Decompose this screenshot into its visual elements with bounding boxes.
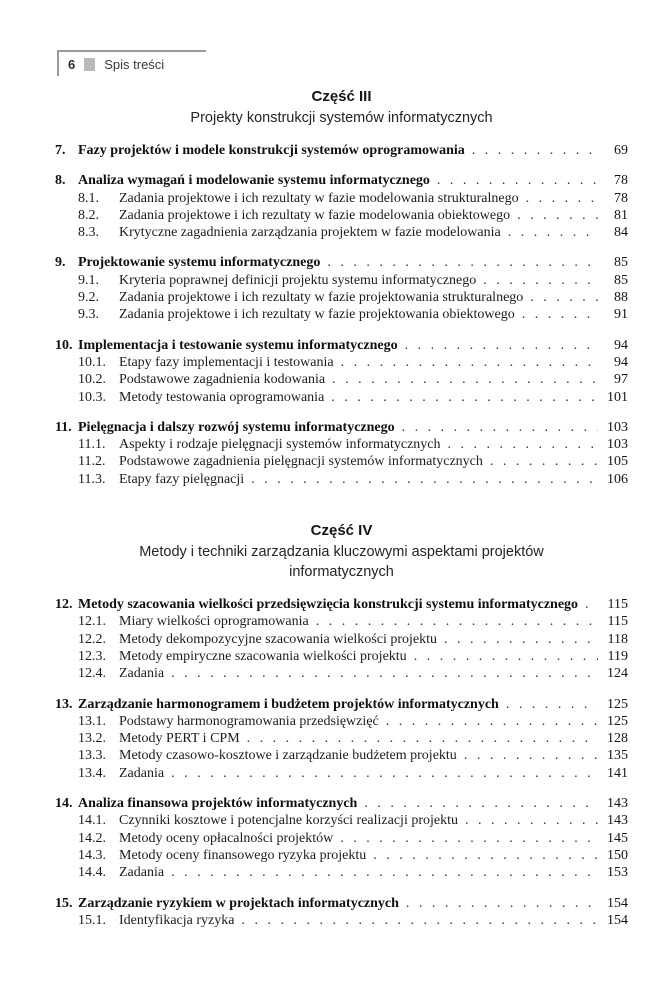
- entry-page-number: 124: [607, 666, 628, 682]
- entry-number: 15.1.: [78, 912, 106, 928]
- toc-subsection-row: [55, 289, 628, 306]
- entry-title: Fazy projektów i modele konstrukcji systemów oprogramowania: [78, 143, 465, 158]
- entry-number: 7.: [55, 143, 66, 158]
- toc-subsection-row: [55, 730, 628, 747]
- dot-leader: [523, 289, 598, 306]
- entry-number: 11.3.: [78, 471, 106, 487]
- dot-leader: [366, 847, 598, 864]
- entry-title: Podstawy harmonogramowania przedsięwzięć: [119, 713, 379, 729]
- entry-number: 11.1.: [78, 437, 106, 453]
- dot-leader: [457, 747, 598, 764]
- entry-title: Identyfikacja ryzyka: [119, 912, 235, 928]
- toc-subsection-row: [55, 224, 628, 241]
- entry-title: Pielęgnacja i dalszy rozwój systemu informatycznego: [78, 419, 395, 435]
- toc-subsection-row: [55, 864, 628, 881]
- dot-leader: [164, 665, 598, 682]
- toc-subsection-row: [55, 471, 628, 488]
- entry-page-number: 85: [614, 255, 628, 271]
- entry-title: Metody oceny opłacalności projektów: [119, 830, 334, 846]
- entry-number: 12.3.: [78, 648, 106, 664]
- entry-page-number: 145: [607, 830, 628, 846]
- entry-page-number: 106: [607, 471, 628, 487]
- part-entries: [55, 596, 628, 929]
- entry-page-number: 88: [614, 290, 628, 306]
- entry-page-number: 143: [607, 813, 628, 829]
- entry-title: Metody PERT i CPM: [119, 731, 240, 747]
- toc-chapter-row: [55, 337, 628, 354]
- entry-page-number: 94: [614, 337, 628, 353]
- dot-leader: [334, 354, 598, 371]
- entry-title: Zadania: [119, 666, 165, 682]
- dot-leader: [244, 471, 598, 488]
- entry-title: Metody czasowo-kosztowe i zarządzanie budżetem projektu: [119, 748, 457, 764]
- running-head: [57, 50, 206, 76]
- dot-leader: [578, 596, 598, 613]
- entry-page-number: 97: [614, 372, 628, 388]
- dot-leader: [458, 812, 598, 829]
- toc-subsection-row: [55, 453, 628, 470]
- entry-page-number: 103: [607, 419, 628, 435]
- dot-leader: [437, 631, 598, 648]
- part-label: Część III: [311, 88, 372, 105]
- entry-number: 10.: [55, 337, 73, 353]
- entry-title: Implementacja i testowanie systemu informatycznego: [78, 337, 398, 353]
- entry-page-number: 141: [607, 765, 628, 781]
- entry-title: Zadania projektowe i ich rezultaty w fazie modelowania obiektowego: [119, 207, 511, 223]
- dot-leader: [240, 730, 598, 747]
- dot-leader: [407, 648, 598, 665]
- entry-page-number: 154: [607, 912, 628, 928]
- toc-subsection-row: [55, 847, 628, 864]
- part-subtitle: Projekty konstrukcji systemów informatycznych: [190, 110, 493, 126]
- entry-number: 11.: [55, 419, 72, 435]
- toc-subsection-row: [55, 648, 628, 665]
- header-square-icon: [84, 58, 95, 71]
- header-page-number: 6: [68, 57, 76, 72]
- toc-subsection-row: [55, 747, 628, 764]
- entry-number: 14.: [55, 796, 73, 812]
- toc-chapter-row: [55, 696, 628, 713]
- entry-page-number: 125: [607, 713, 628, 729]
- entry-number: 13.: [55, 696, 73, 712]
- entry-number: 12.1.: [78, 614, 106, 630]
- entry-number: 15.: [55, 895, 73, 911]
- entry-page-number: 81: [614, 207, 628, 223]
- entry-title: Metody empiryczne szacowania wielkości projektu: [119, 648, 407, 664]
- entry-title: Metody oceny finansowego ryzyka projektu: [119, 847, 367, 863]
- entry-title: Miary wielkości oprogramowania: [119, 614, 309, 630]
- entry-number: 8.: [55, 173, 66, 189]
- entry-title: Projektowanie systemu informatycznego: [78, 255, 321, 271]
- entry-number: 14.3.: [78, 847, 106, 863]
- entry-page-number: 143: [607, 796, 628, 812]
- dot-leader: [510, 207, 598, 224]
- entry-page-number: 103: [607, 437, 628, 453]
- toc-subsection-row: [55, 765, 628, 782]
- dot-leader: [519, 190, 598, 207]
- entry-title: Analiza wymagań i modelowanie systemu informatycznego: [78, 173, 430, 189]
- entry-page-number: 85: [614, 272, 628, 288]
- entry-page-number: 94: [614, 354, 628, 370]
- entry-page-number: 128: [607, 731, 628, 747]
- entry-number: 13.4.: [78, 765, 106, 781]
- entry-title: Zadania projektowe i ich rezultaty w fazie projektowania strukturalnego: [119, 290, 524, 306]
- part-subtitle: Metody i techniki zarządzania kluczowymi aspektami projektów informatycznych: [139, 544, 544, 581]
- entry-title: Kryteria poprawnej definicji projektu systemu informatycznego: [119, 272, 477, 288]
- entry-title: Zadania projektowe i ich rezultaty w fazie projektowania obiektowego: [119, 307, 515, 323]
- dot-leader: [324, 389, 598, 406]
- toc-part: [55, 88, 628, 488]
- entry-page-number: 91: [614, 307, 628, 323]
- dot-leader: [309, 613, 598, 630]
- dot-leader: [395, 419, 598, 436]
- table-of-contents: [55, 88, 628, 955]
- entry-title: Zarządzanie harmonogramem i budżetem projektów informatycznych: [78, 696, 499, 712]
- entry-page-number: 84: [614, 225, 628, 241]
- entry-number: 8.3.: [78, 225, 99, 241]
- toc-chapter-row: [55, 142, 628, 159]
- dot-leader: [499, 696, 598, 713]
- dot-leader: [483, 453, 598, 470]
- entry-title: Etapy fazy pielęgnacji: [119, 471, 245, 487]
- entry-number: 9.: [55, 255, 66, 271]
- toc-subsection-row: [55, 190, 628, 207]
- dot-leader: [379, 713, 598, 730]
- dot-leader: [399, 895, 598, 912]
- toc-subsection-row: [55, 389, 628, 406]
- entry-number: 14.1.: [78, 813, 106, 829]
- toc-subsection-row: [55, 354, 628, 371]
- entry-page-number: 135: [607, 748, 628, 764]
- entry-page-number: 118: [607, 631, 628, 647]
- entry-page-number: 153: [607, 865, 628, 881]
- dot-leader: [164, 765, 598, 782]
- toc-part: [55, 522, 628, 929]
- entry-title: Czynniki kosztowe i potencjalne korzyści realizacji projektu: [119, 813, 458, 829]
- entry-number: 12.: [55, 597, 73, 613]
- entry-title: Zadania projektowe i ich rezultaty w fazie modelowania strukturalnego: [119, 190, 519, 206]
- entry-title: Zadania: [119, 865, 165, 881]
- entry-page-number: 101: [607, 389, 628, 405]
- toc-chapter-row: [55, 895, 628, 912]
- entry-title: Zadania: [119, 765, 165, 781]
- dot-leader: [357, 795, 598, 812]
- dot-leader: [320, 254, 598, 271]
- entry-number: 11.2.: [78, 454, 106, 470]
- toc-subsection-row: [55, 613, 628, 630]
- entry-title: Etapy fazy implementacji i testowania: [119, 354, 334, 370]
- entry-number: 10.1.: [78, 354, 106, 370]
- entry-number: 13.2.: [78, 731, 106, 747]
- entry-title: Aspekty i rodzaje pielęgnacji systemów informatycznych: [119, 437, 441, 453]
- entry-title: Podstawowe zagadnienia pielęgnacji systemów informatycznych: [119, 454, 483, 470]
- entry-page-number: 78: [614, 173, 628, 189]
- toc-subsection-row: [55, 371, 628, 388]
- entry-page-number: 115: [607, 597, 628, 613]
- entry-page-number: 105: [607, 454, 628, 470]
- part-entries: [55, 142, 628, 488]
- toc-subsection-row: [55, 631, 628, 648]
- dot-leader: [476, 272, 598, 289]
- header-title: Spis treści: [104, 57, 165, 72]
- toc-subsection-row: [55, 665, 628, 682]
- dot-leader: [398, 337, 598, 354]
- toc-subsection-row: [55, 306, 628, 323]
- entry-number: 9.1.: [78, 272, 99, 288]
- dot-leader: [164, 864, 598, 881]
- part-label: Część IV: [310, 522, 373, 540]
- toc-chapter-row: [55, 254, 628, 271]
- entry-title: Metody testowania oprogramowania: [119, 389, 325, 405]
- entry-title: Analiza finansowa projektów informatycznych: [78, 796, 358, 812]
- entry-page-number: 154: [607, 895, 628, 911]
- entry-number: 9.3.: [78, 307, 99, 323]
- dot-leader: [441, 436, 598, 453]
- entry-number: 8.2.: [78, 207, 99, 223]
- entry-number: 12.4.: [78, 666, 106, 682]
- toc-subsection-row: [55, 812, 628, 829]
- entry-page-number: 69: [614, 143, 628, 158]
- entry-number: 9.2.: [78, 290, 99, 306]
- dot-leader: [501, 224, 598, 241]
- entry-title: Metody szacowania wielkości przedsięwzięcia konstrukcji systemu informatycznego: [78, 597, 579, 613]
- entry-number: 8.1.: [78, 190, 99, 206]
- entry-number: 12.2.: [78, 631, 106, 647]
- entry-title: Krytyczne zagadnienia zarządzania projektem w fazie modelowania: [119, 225, 501, 241]
- dot-leader: [234, 912, 598, 929]
- dot-leader: [465, 142, 598, 159]
- entry-page-number: 115: [607, 614, 628, 630]
- entry-title: Zarządzanie ryzykiem w projektach informatycznych: [78, 895, 399, 911]
- toc-chapter-row: [55, 596, 628, 613]
- toc-subsection-row: [55, 207, 628, 224]
- toc-subsection-row: [55, 272, 628, 289]
- entry-page-number: 78: [614, 190, 628, 206]
- dot-leader: [515, 306, 598, 323]
- toc-chapter-row: [55, 419, 628, 436]
- dot-leader: [325, 371, 598, 388]
- toc-subsection-row: [55, 713, 628, 730]
- toc-subsection-row: [55, 912, 628, 929]
- toc-chapter-row: [55, 172, 628, 189]
- entry-number: 13.1.: [78, 713, 106, 729]
- toc-chapter-row: [55, 795, 628, 812]
- entry-number: 10.2.: [78, 372, 106, 388]
- entry-page-number: 125: [607, 696, 628, 712]
- toc-subsection-row: [55, 830, 628, 847]
- entry-number: 10.3.: [78, 389, 106, 405]
- entry-number: 14.2.: [78, 830, 106, 846]
- entry-number: 14.4.: [78, 865, 106, 881]
- entry-page-number: 119: [607, 648, 628, 664]
- entry-title: Podstawowe zagadnienia kodowania: [119, 372, 326, 388]
- entry-page-number: 150: [607, 847, 628, 863]
- entry-title: Metody dekompozycyjne szacowania wielkości projektu: [119, 631, 438, 647]
- dot-leader: [333, 830, 598, 847]
- toc-subsection-row: [55, 436, 628, 453]
- dot-leader: [430, 172, 598, 189]
- entry-number: 13.3.: [78, 748, 106, 764]
